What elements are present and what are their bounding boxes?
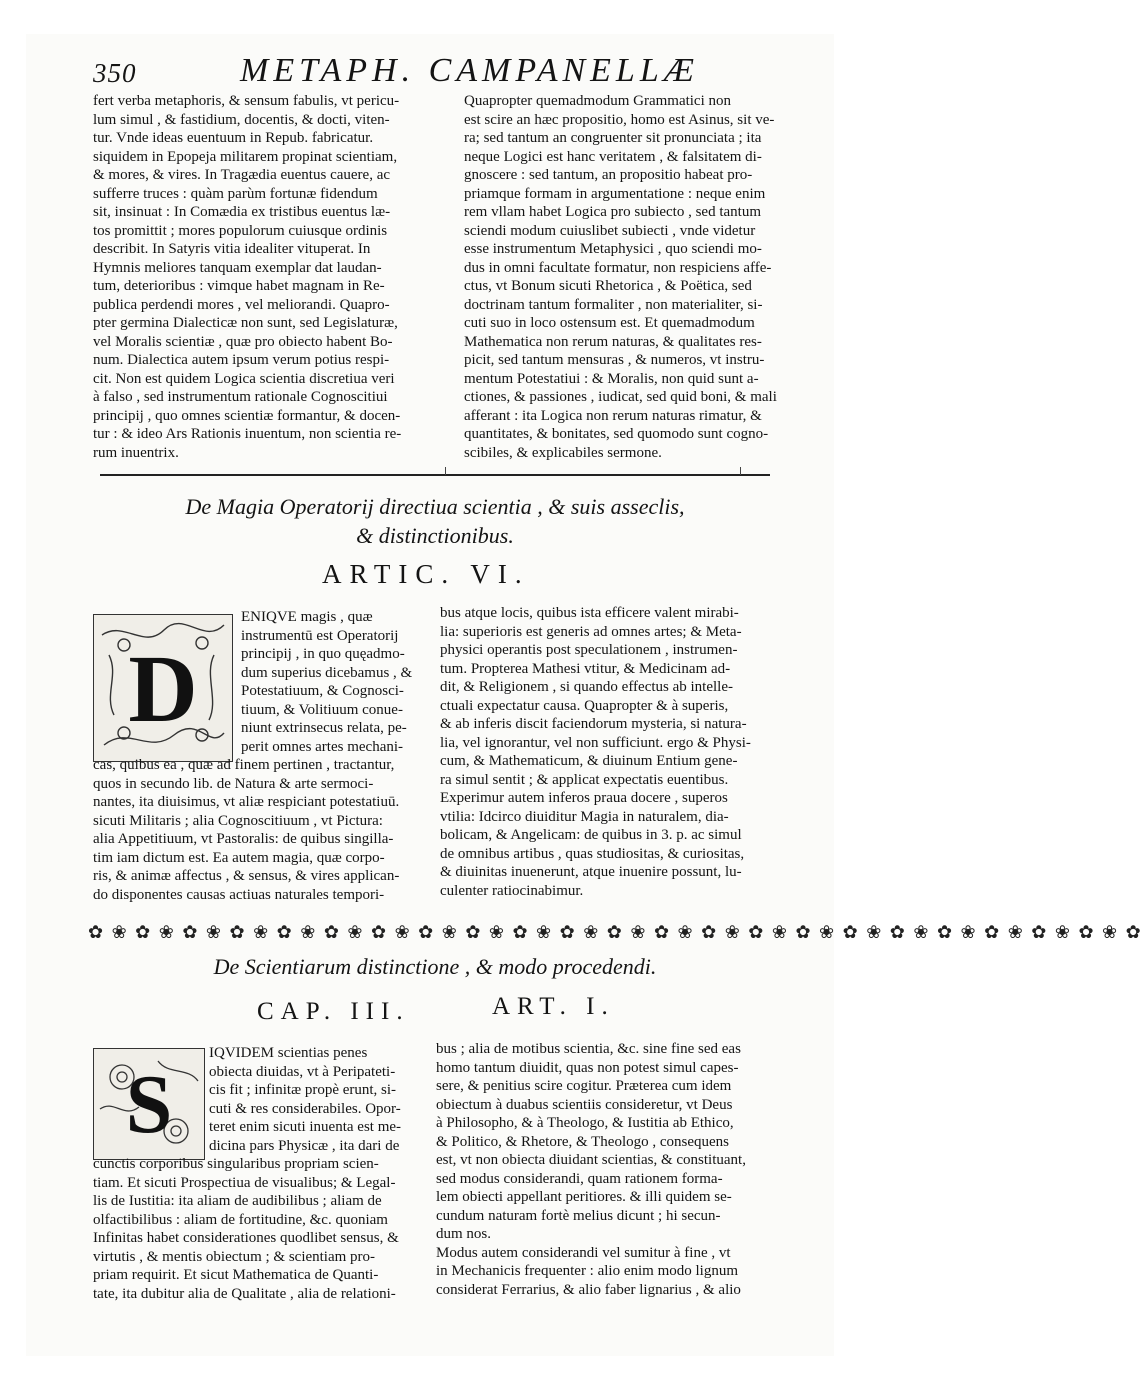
text-line: esse instrumentum Metaphysici , quo sciendi mo-	[464, 241, 762, 257]
text-line: est scire an hæc propositio, homo est Asinus, sit ve-	[464, 111, 775, 128]
text-line: & diuinitas inuenerunt, atque inuenire possunt, lu-	[440, 864, 742, 880]
text-line: & ab inferis discit faciendorum mysteria, si natura-	[440, 716, 747, 732]
text-line: physici operantis post speculationem , instrumen-	[440, 642, 738, 658]
section1-right-column	[464, 92, 777, 462]
text-line: dum nos.	[436, 1226, 492, 1242]
section3-left-column	[93, 1044, 433, 1303]
text-line: Potestatiuum, & Cognosci-	[241, 683, 404, 699]
text-line: rum inuentrix.	[93, 444, 179, 461]
text-line: cit. Non est quidem Logica scientia discretiua veri	[93, 370, 395, 387]
text-line: obiectum à duabus scientiis consideretur, vt Deus	[436, 1096, 733, 1113]
text-line: vtilia: Idcirco diuiditur Magia in naturalem, dia-	[440, 808, 729, 825]
text-line: tos promittit ; mores populorum cuiusque ordinis	[93, 222, 388, 239]
text-line: & mores, & vires. In Tragædia euentus cauere, ac	[93, 167, 391, 183]
text-line: bus atque locis, quibus ista efficere valent mirabi-	[440, 605, 739, 621]
text-line: bolicam, & Angelicam: de quibus in 3. p. ac simul	[440, 827, 742, 843]
text-line: Hymnis meliores tanquam exemplar dat laudan-	[93, 259, 382, 276]
text-line: cas, quibus ea , quæ ad finem pertinen , tractantur,	[93, 757, 395, 773]
text-line: Quapropter quemadmodum Grammatici non	[464, 93, 732, 109]
text-line: tiuum, & Volitiuum conue-	[241, 701, 403, 718]
divider-tick	[740, 467, 741, 475]
text-line: ctuali expectatur causa. Quapropter & à superis,	[440, 697, 729, 714]
text-line: cuti & res considerabiles. Opor-	[209, 1100, 401, 1117]
text-line: lia: superioris est generis ad omnes artes; & Meta-	[440, 623, 742, 640]
text-line: tate, ita dubitur alia de Qualitate , alia de relationi-	[93, 1285, 396, 1302]
text-line: homo tantum diuidit, quas non potest simul capes-	[436, 1059, 739, 1076]
text-line: in Mechanicis frequenter : alio enim modo lignum	[436, 1263, 739, 1279]
text-line: ctiones, & passiones , iudicat, sed quid boni, & mali	[464, 389, 777, 405]
text-line: sicuti Militaris ; alia Cognoscitiuum , vt Pictura:	[93, 812, 383, 829]
text-line: lis de Iustitia: ita aliam de audibilibus ; aliam de	[93, 1193, 382, 1209]
text-line: dicina pars Physicæ , ita dari de	[209, 1137, 400, 1154]
text-line: cis fit ; infinitæ propè erunt, si-	[209, 1082, 397, 1098]
text-line: scibiles, & explicabiles sermone.	[464, 444, 662, 461]
text-line: sed modus considerandi, quam rationem forma-	[436, 1170, 723, 1187]
text-line: obiecta diuidas, vt à Peripateti-	[209, 1063, 396, 1080]
text-line: Mathematica non rerum naturas, & qualitates res-	[464, 333, 762, 350]
section2-heading-line2: & distinctionibus.	[356, 523, 514, 548]
section3-right-column	[436, 1040, 776, 1299]
text-line: considerat Ferrarius, & alio faber lignarius , & alio	[436, 1281, 741, 1298]
text-line: ctus, vt Bonum sicuti Rhetorica , & Poëtica, sed	[464, 278, 752, 294]
text-line: neque Logici est hanc veritatem , & falsitatem di-	[464, 148, 762, 165]
text-line: quos in secundo lib. de Natura & arte sermoci-	[93, 775, 374, 792]
text-line: & Politico, & Rhetore, & Theologo , consequens	[436, 1133, 730, 1150]
text-line: de omnibus artibus , quas studiositas, & curiositas,	[440, 845, 745, 862]
text-line: fert verba metaphoris, & sensum fabulis, vt pericu-	[93, 93, 400, 109]
text-line: est, vt non obiecta diuidant scientias, & constituant,	[436, 1152, 746, 1168]
section1-left-column	[93, 92, 449, 462]
text-line: rem vllam habet Logica pro subiecto , sed tantum	[464, 204, 761, 220]
drop-cap-letter: S	[125, 1057, 173, 1151]
text-line: sere, & penitius scire cogitur. Præterea cum idem	[436, 1078, 732, 1094]
text-line: picit, sed tantum mensuras , & numeros, vt instru-	[464, 352, 765, 368]
text-line: dus in omni facultate formatur, non respiciens affe-	[464, 259, 772, 276]
text-line: describit. In Satyris vitia idealiter vituperat. In	[93, 241, 371, 257]
text-line: cundum naturam fortè melius dicunt ; hi secun-	[436, 1207, 721, 1224]
text-line: sit, insinuat : In Comædia ex tristibus euentus læ-	[93, 204, 391, 220]
text-line: cunctis corporibus singularibus propriam scien-	[93, 1156, 379, 1172]
text-line: gnoscere : sed tantum, an propositio habeat pro-	[464, 167, 753, 183]
section-divider-rule	[100, 474, 770, 476]
text-line: niunt extrinsecus relata, pe-	[241, 720, 407, 736]
text-line: tur : & ideo Ars Rationis inuentum, non scientia re-	[93, 426, 402, 442]
text-line: quantitates, & bonitates, sed quomodo sunt cogno-	[464, 426, 769, 442]
text-line: dit, & Religionem , si quando effectus ab intelle-	[440, 679, 733, 695]
text-line: sufferre truces : quàm parùm fortunæ fidendum	[93, 185, 378, 202]
text-line: siquidem in Epopeja militarem propinat scientiam,	[93, 148, 398, 165]
text-line: tur. Vnde ideas euentuum in Repub. fabricatur.	[93, 130, 374, 146]
article-label: ARTIC. VI.	[322, 559, 530, 589]
text-line: à falso , sed instrumentum rationale Cognoscitiui	[93, 389, 388, 405]
text-line: Experimur autem inferos praua docere , superos	[440, 790, 728, 806]
text-line: tum, deterioribus : vimque habet magnam in Re-	[93, 278, 385, 294]
text-line: principij , in quo quęadmo-	[241, 646, 405, 662]
text-line: à Philosopho, & à Theologo, & Iustitia ab Ethico,	[436, 1115, 734, 1131]
text-line: teret enim sicuti inuenta est me-	[209, 1119, 402, 1135]
text-line: sciendi modum cuiuslibet subiecti , vnde videtur	[464, 222, 756, 239]
text-line: dum superius dicebamus , &	[241, 664, 413, 681]
text-line: priamque formam in argumentatione : neque enim	[464, 185, 766, 202]
text-line: ra simul sentit ; & applicat expectatis euentibus.	[440, 771, 729, 788]
article-number-label: ART. I.	[492, 993, 615, 1020]
page-number: 350	[93, 58, 137, 88]
text-line: ris, & animæ affectus , & sensus, & vires applican-	[93, 868, 400, 884]
text-line: Infinitas habet considerationes quodlibet sensus, &	[93, 1230, 399, 1246]
section2-right-column	[440, 604, 770, 900]
text-line: do disponentes causas actiuas naturales tempori-	[93, 886, 385, 903]
text-line: ENIQVE magis , quæ	[241, 609, 373, 625]
text-line: afferant : ita Logica non rerum naturas rimatur, &	[464, 407, 762, 424]
section2-left-column	[93, 608, 439, 904]
text-line: cum, & Mathematicum, & diuinum Entium gene-	[440, 753, 738, 769]
text-line: lum simul , & fastidium, docentis, & docti, viten-	[93, 111, 390, 128]
text-line: principij , quo omnes scientiæ formantur, & docen-	[93, 407, 401, 424]
ornamental-band: ✿ ❀ ✿ ❀ ✿ ❀ ✿ ❀ ✿ ❀ ✿ ❀ ✿ ❀ ✿ ❀ ✿ ❀ ✿ ❀ ✿ ❀ ✿ ❀ ✿ ❀ ✿ ❀ ✿ ❀ ✿ ❀ ✿ ❀ ✿ ❀ ✿ ❀ ✿ ❀ ✿ ❀ ✿ ❀ ✿	[88, 922, 1143, 942]
text-line: lia, vel ignorantur, vel non sufficiunt. ergo & Physi-	[440, 734, 751, 751]
text-line: mentum Potestatiui : & Moralis, non quid sunt a-	[464, 370, 759, 387]
divider-tick	[445, 467, 446, 475]
text-line: ra; sed tantum an congruenter sit pronunciata ; ita	[464, 130, 762, 146]
text-line: pter germina Dialecticæ non sunt, sed Legislaturæ,	[93, 315, 398, 331]
text-line: priam requirit. Et sicut Mathematica de Quanti-	[93, 1267, 379, 1283]
text-line: tiam. Et sicuti Prospectiua de visualibus; & Legal-	[93, 1174, 396, 1191]
text-line: Modus autem considerandi vel sumitur à fine , vt	[436, 1244, 731, 1261]
text-line: perit omnes artes mechani-	[241, 738, 404, 755]
text-line: alia Appetitiuum, vt Pastoralis: de quibus singilla-	[93, 831, 394, 847]
chapter-label: CAP. III.	[257, 998, 410, 1025]
text-line: publica perdendi mores , vel meliorandi. Quapro-	[93, 296, 390, 313]
text-line: cuti suo in loco ostensum est. Et quemadmodum	[464, 315, 755, 331]
section2-heading-line1: De Magia Operatorij directiua scientia , & suis asseclis,	[185, 494, 685, 519]
running-title: METAPH. CAMPANELLÆ	[240, 52, 699, 89]
text-line: instrumentū est Operatorij	[241, 627, 399, 644]
text-line: tum. Propterea Mathesi vtitur, & Medicinam ad-	[440, 660, 731, 677]
text-line: nantes, ita diuisimus, vt aliæ respiciant potestatiuū.	[93, 794, 400, 810]
text-line: doctrinam tantum formaliter , non materialiter, si-	[464, 296, 763, 313]
text-line: tim iam dictum est. Ea autem magia, quæ corpo-	[93, 849, 385, 866]
text-line: bus ; alia de motibus scientia, &c. sine fine sed eas	[436, 1041, 741, 1057]
text-line: IQVIDEM scientias penes	[209, 1045, 368, 1061]
drop-cap-letter: D	[128, 634, 198, 742]
text-line: num. Dialectica autem ipsum verum potius respi-	[93, 352, 390, 368]
text-line: olfactibilibus : aliam de fortitudine, &c. quoniam	[93, 1211, 388, 1228]
text-line: virtutis , & mentis obiectum ; & scientiam pro-	[93, 1248, 376, 1265]
section3-heading: De Scientiarum distinctione , & modo procedendi.	[213, 954, 657, 979]
text-line: culenter ratiocinabimur.	[440, 882, 584, 899]
text-line: lem obiecti appellant peritiores. & illi quidem se-	[436, 1189, 732, 1205]
text-line: vel Moralis scientiæ , quæ pro obiecto habent Bo-	[93, 333, 393, 350]
